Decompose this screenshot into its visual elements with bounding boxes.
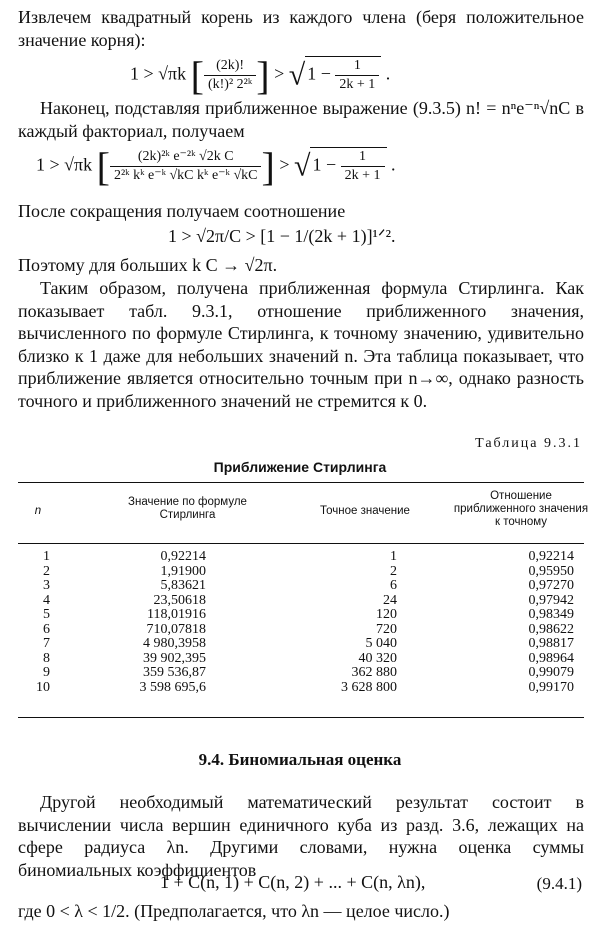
table-cell: 0,99170	[528, 679, 574, 695]
intro-paragraph: Извлечем квадратный корень из каждого члена (беря положительное значение корня):	[18, 7, 584, 50]
table-cell: 39 902,395	[143, 650, 206, 666]
paragraph-6: Другой необходимый математический результат состоит в вычислении числа вершин единичного куба из разд. 3.6, лежащих на сфере радиуса λn. Другими словами, нужна оценка суммы биномиальных коэффициентов	[18, 792, 584, 880]
table-header-stirling: Значение по формуле Стирлинга	[128, 496, 247, 521]
table-cell: 0,98622	[528, 621, 574, 637]
table-cell: 6	[390, 578, 397, 593]
table-row	[18, 623, 584, 638]
table-cell: 0,98817	[528, 636, 574, 651]
table-row	[18, 666, 584, 681]
eq1-lhs: 1 > √πk	[130, 63, 187, 84]
paragraph-2: Наконец, подставляя приближенное выражение (9.3.5) n! = nⁿe⁻ⁿ√nC в каждый факториал, получаем	[18, 98, 584, 141]
table-cell: 3	[43, 578, 50, 593]
table-cell: 0,92214	[160, 549, 206, 564]
equation-4: 1 + C(n, 1) + C(n, 2) + ... + C(n, λn),	[160, 872, 426, 892]
table-cell: 3 628 800	[341, 679, 397, 695]
table-cell: 2	[390, 563, 397, 579]
table-header-ratio: Отношение приближенного значения к точному	[453, 490, 589, 528]
table-row	[18, 550, 584, 565]
table-cell: 3 598 695,6	[139, 679, 206, 695]
paragraph-4: Поэтому для больших k C → √2π.	[18, 255, 278, 275]
table-cell: 0,97270	[528, 578, 574, 593]
table-top-rule	[18, 482, 584, 483]
table-cell: 720	[376, 621, 397, 637]
equation-1: 1 > √πk [ $\frac{(2k)!}{\text{(k!)² 2²ᵏ}}$ ] > √ 1 − $\frac{1}{2k + 1}$ .	[130, 53, 391, 98]
table-cell: 2	[43, 563, 50, 579]
table-cell: 6	[43, 621, 50, 637]
equation-2: 1 > √πk [ $\frac{\text{(2k)²ᵏ e⁻²ᵏ √2k C}}{\text{2²ᵏ kᵏ e⁻ᵏ √kC kᵏ e⁻ᵏ √kC}}$ ] > √ 1 − $\frac{1}{2k + 1}$ .	[36, 144, 396, 189]
table-row	[18, 681, 584, 696]
table-cell: 23,50618	[153, 592, 206, 608]
eq1-fraction: $\frac{(2k)!}{\text{(k!)² 2²ᵏ}}$	[204, 57, 256, 94]
table-cell: 8	[43, 650, 50, 666]
section-title: 9.4. Биномиальная оценка	[198, 750, 402, 769]
table-row	[18, 594, 584, 609]
paragraph-5: Таким образом, получена приближенная формула Стирлинга. Как показывает табл. 9.3.1, отношение приближенного значения, вычисленного по формуле Стирлинга, к точному значению, удивительно близко к 1 даже для небольших значений n. Эта таблица показывает, что приближение является относительно точным при n→∞, однако разность точного и приближенного значений не стремится к 0.	[18, 278, 584, 411]
equation-3: 1 > √2π/C > [1 − 1/(2k + 1)]¹ᐟ².	[168, 226, 396, 246]
table-header-exact: Точное значение	[320, 505, 410, 517]
table-cell: 0,95950	[528, 563, 574, 579]
table-cell: 5 040	[365, 636, 397, 651]
table-cell: 0,92214	[528, 549, 574, 564]
table-caption: Таблица 9.3.1	[475, 436, 582, 451]
table-row	[18, 565, 584, 580]
paragraph-7: где 0 < λ < 1/2. (Предполагается, что λn — целое число.)	[18, 901, 450, 921]
table-cell: 0,99079	[528, 665, 574, 680]
table-cell: 1	[43, 549, 50, 564]
table-cell: 710,07818	[146, 621, 206, 637]
table-cell: 1,91900	[160, 563, 206, 579]
table-cell: 5,83621	[160, 578, 206, 593]
table-cell: 4 980,3958	[143, 636, 206, 651]
table-cell: 1	[390, 549, 397, 564]
paragraph-3: После сокращения получаем соотношение	[18, 201, 346, 221]
table-cell: 120	[376, 607, 397, 622]
table-cell: 0,98964	[528, 650, 574, 666]
table-row	[18, 637, 584, 652]
table-row	[18, 579, 584, 594]
stirling-table	[18, 550, 584, 695]
equation-4-number: (9.4.1)	[536, 874, 582, 893]
table-title: Приближение Стирлинга	[213, 459, 387, 475]
table-cell: 362 880	[351, 665, 397, 680]
table-bottom-rule	[18, 717, 584, 718]
table-cell: 24	[383, 592, 397, 608]
table-row	[18, 652, 584, 667]
table-cell: 40 320	[358, 650, 397, 666]
table-cell: 7	[43, 636, 50, 651]
table-cell: 359 536,87	[143, 665, 206, 680]
eq2-fraction: $\frac{\text{(2k)²ᵏ e⁻²ᵏ √2k C}}{\text{2²ᵏ kᵏ e⁻ᵏ √kC kᵏ e⁻ᵏ √kC}}$	[110, 148, 262, 185]
table-cell: 5	[43, 607, 50, 622]
table-body	[18, 550, 584, 695]
table-cell: 0,98349	[528, 607, 574, 622]
table-header-n: n	[34, 505, 42, 517]
table-cell: 9	[43, 665, 50, 680]
table-cell: 0,97942	[528, 592, 574, 608]
table-header-rule	[18, 543, 584, 544]
table-cell: 4	[43, 592, 50, 608]
table-cell: 10	[36, 679, 50, 695]
table-cell: 118,01916	[147, 607, 206, 622]
table-row	[18, 608, 584, 623]
